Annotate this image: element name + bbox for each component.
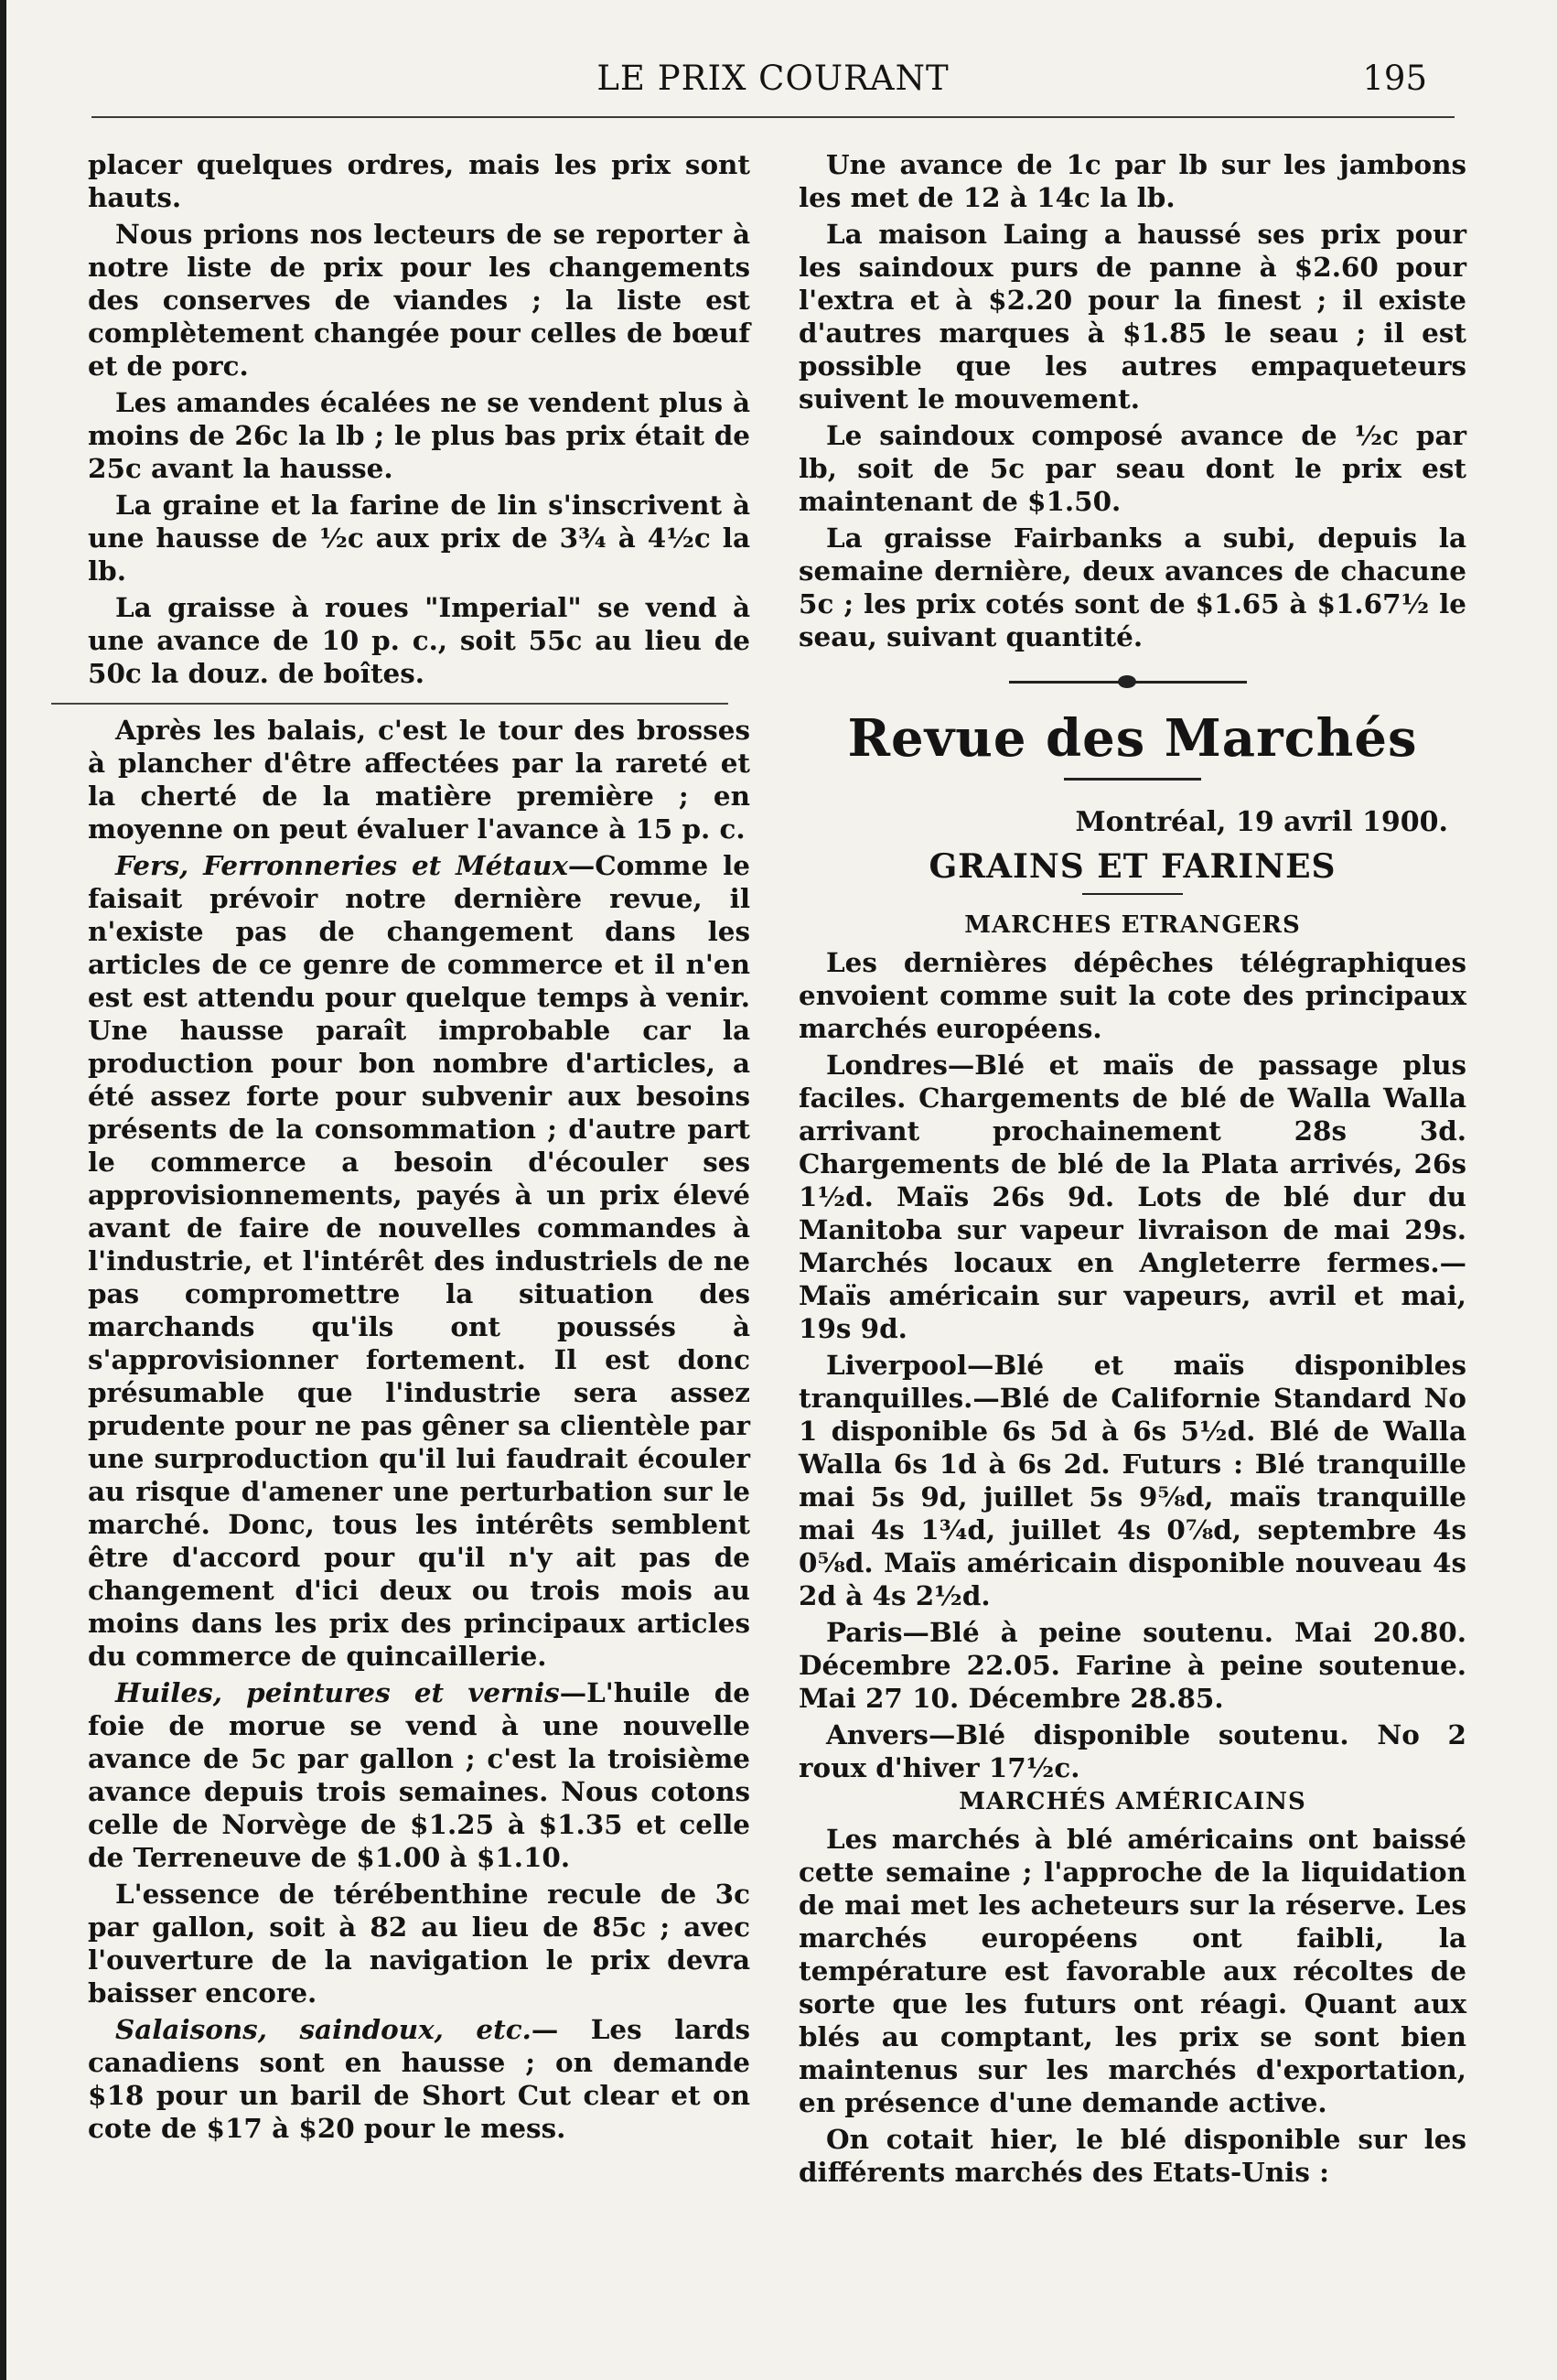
paragraph: Nous prions nos lecteurs de se reporter à notre liste de prix pour les changements des conserves de viandes ; la liste est complètement changée pour celles de bœuf et de porc. (88, 218, 750, 382)
subhead-marches-etrangers: MARCHES ETRANGERS (964, 911, 1301, 939)
paragraph-paris: Paris—Blé à peine soutenu. Mai 20.80. Décembre 22.05. Farine à peine soutenue. Mai 27 10. Décembre 28.85. (799, 1616, 1466, 1714)
paragraph: La graisse à roues "Imperial" se vend à une avance de 10 p. c., soit 55c au lieu de 50c la douz. de boîtes. (88, 591, 750, 689)
publication-title: LE PRIX COURANT (596, 59, 950, 98)
paragraph-lead: Fers, Ferronneries et Métaux (115, 849, 568, 881)
paragraph-body: —Comme le faisait prévoir notre dernière revue, il n'existe pas de changement dans les articles de ce genre de commerce et il n'en est est attendu pour quelque temps à venir. Une hausse paraît improbable car la production pour bon nombre d'articles, a été assez forte pour subvenir aux besoins présents de la consommation ; d'autre part le commerce a besoin d'écouler ses approvisionnements, payés à un prix élevé avant de faire de nouvelles commandes à l'industrie, et l'intérêt des industriels de ne pas compromettre la situation des marchands qu'ils ont poussés à s'approvisionner fortement. Il est donc présumable que l'industrie sera assez prudente pour ne pas gêner sa clientèle par une surproduction qu'il lui faudrait écouler au risque d'amener une perturbation sur le marché. Donc, tous les intérêts semblent être d'accord pour qu'il n'y ait pas de changement d'ici deux ou trois mois au moins dans les prix des principaux articles du commerce de quincaillerie. (88, 849, 750, 1672)
paragraph-body: — Les lards canadiens sont en hausse ; on demande $18 pour un baril de Short Cut clear et on cote de $17 à $20 pour le mess. (88, 2013, 750, 2144)
page-number: 195 (1362, 59, 1427, 98)
paragraph: Le saindoux composé avance de ½c par lb, soit de 5c par seau dont le prix est maintenant de $1.50. (799, 419, 1466, 517)
section-title: Revue des Marchés (847, 708, 1418, 769)
paragraph: Une avance de 1c par lb sur les jambons les met de 12 à 14c la lb. (799, 148, 1466, 213)
section-ornament (799, 668, 1466, 695)
subhead-marches-americains: MARCHÉS AMÉRICAINS (959, 1788, 1306, 1815)
right-column (799, 148, 1466, 2192)
column-divider-rule (51, 703, 728, 705)
paragraph: La graine et la farine de lin s'inscrivent à une hausse de ½c aux prix de 3¾ à 4½c la lb. (88, 489, 750, 587)
dateline: Montréal, 19 avril 1900. (1075, 806, 1448, 838)
paragraph: Les amandes écalées ne se vendent plus à moins de 26c la lb ; le plus bas prix était de 25c avant la hausse. (88, 386, 750, 484)
paragraph: Après les balais, c'est le tour des brosses à plancher d'être affectées par la rareté et la cherté de la matière première ; en moyenne on peut évaluer l'avance à 15 p. c. (88, 714, 750, 845)
paragraph-salaisons (88, 2013, 750, 2145)
paragraph-lead: Salaisons, saindoux, etc. (115, 2013, 532, 2045)
paragraph-liverpool: Liverpool—Blé et maïs disponibles tranquilles.—Blé de Californie Standard No 1 disponible 6s 5d à 6s 5½d. Blé de Walla Walla 6s 1d à 6s 2d. Futurs : Blé tranquille mai 5s 9d, juillet 5s 9⅝d, maïs tranquille mai 4s 1¾d, juillet 4s 0⅞d, septembre 4s 0⅝d. Maïs américain disponible nouveau 4s 2d à 4s 2½d. (799, 1349, 1466, 1611)
left-column (88, 148, 750, 2148)
page-header (91, 53, 1455, 108)
paragraph-body: —L'huile de foie de morue se vend à une nouvelle avance de 5c par gallon ; c'est la troisième avance depuis trois semaines. Nous cotons celle de Norvège de $1.25 à $1.35 et celle de Terreneuve de $1.00 à $1.10. (88, 1676, 750, 1873)
paragraph: Les dernières dépêches télégraphiques envoient comme suit la cote des principaux marchés européens. (799, 946, 1466, 1044)
paragraph: Les marchés à blé américains ont baissé cette semaine ; l'approche de la liquidation de mai met les acheteurs sur la réserve. Les marchés européens ont faibli, la température est favorable aux récoltes de sorte que les futurs ont réagi. Quant aux blés au comptant, les prix se sont bien maintenus sur les marchés d'exportation, en présence d'une demande active. (799, 1823, 1466, 2118)
paragraph-huiles (88, 1676, 750, 1874)
paragraph: La graisse Fairbanks a subi, depuis la semaine dernière, deux avances de chacune 5c ; les prix cotés sont de $1.65 à $1.67½ le seau, suivant quantité. (799, 522, 1466, 652)
page-left-edge (0, 0, 6, 2380)
subhead-grains: GRAINS ET FARINES (929, 847, 1337, 886)
paragraph-lead: Huiles, peintures et vernis (115, 1676, 560, 1708)
subhead-rule (1082, 893, 1183, 895)
header-rule (91, 116, 1455, 118)
paragraph: La maison Laing a haussé ses prix pour les saindoux purs de panne à $2.60 pour l'extra et à $2.20 pour la finest ; il existe d'autres marques à $1.85 le seau ; il est possible que les autres empaqueteurs suivent le mouvement. (799, 218, 1466, 415)
title-rule (1064, 778, 1201, 781)
paragraph: placer quelques ordres, mais les prix sont hauts. (88, 148, 750, 213)
paragraph-fers (88, 849, 750, 1673)
paragraph: L'essence de térébenthine recule de 3c par gallon, soit à 82 au lieu de 85c ; avec l'ouverture de la navigation le prix devra baisser encore. (88, 1878, 750, 2008)
paragraph: On cotait hier, le blé disponible sur les différents marchés des Etats-Unis : (799, 2123, 1466, 2188)
paragraph-londres: Londres—Blé et maïs de passage plus faciles. Chargements de blé de Walla Walla arrivant prochainement 28s 3d. Chargements de blé de la Plata arrivés, 26s 1½d. Maïs 26s 9d. Lots de blé dur du Manitoba sur vapeur livraison de mai 29s. Marchés locaux en Angleterre fermes.— Maïs américain sur vapeurs, avril et mai, 19s 9d. (799, 1049, 1466, 1344)
paragraph-anvers: Anvers—Blé disponible soutenu. No 2 roux d'hiver 17½c. (799, 1718, 1466, 1783)
